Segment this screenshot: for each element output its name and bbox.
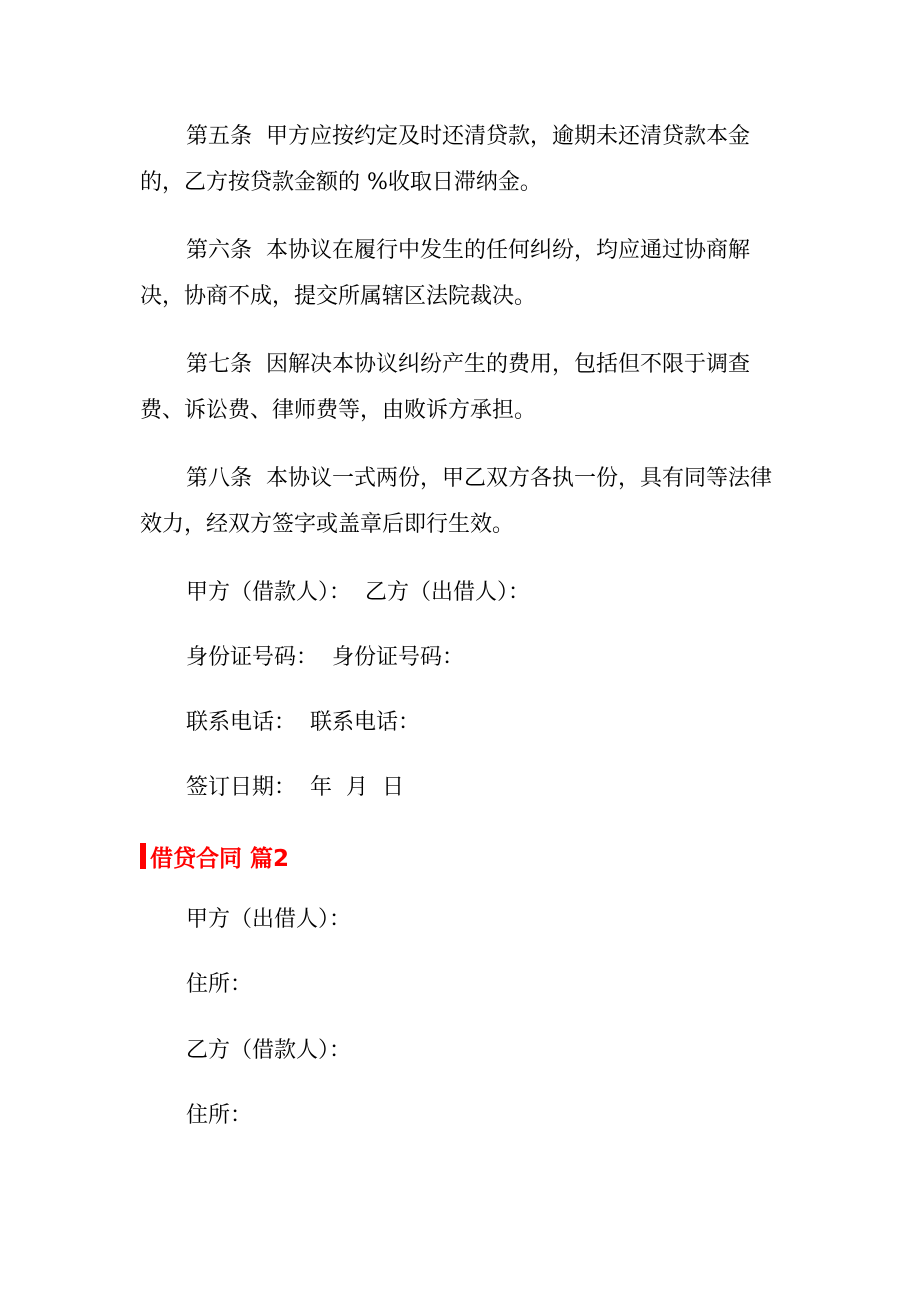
signature-date: [186, 773, 404, 803]
article-7-text: 因解决本协议纠纷产生的费用，包括但不限于调查费、诉讼费、律师费等，由败诉方承担。: [140, 352, 751, 423]
borrower-label: 乙方（借款人）：: [186, 1038, 352, 1063]
article-5: [140, 114, 780, 206]
party-a-label: 甲方（借款人）：: [186, 580, 352, 605]
borrower-address-label: 住所：: [186, 1103, 253, 1128]
signature-phones: [186, 708, 420, 738]
article-8-text: 本协议一式两份，甲乙双方各执一份，具有同等法律效力，经双方签字或盖章后即行生效。: [140, 466, 773, 537]
article-7: [140, 342, 780, 434]
article-5-text: 甲方应按约定及时还清贷款，逾期未还清贷款本金的，乙方按贷款金额的 %收取日滞纳金。: [140, 124, 751, 195]
signature-ids: [186, 643, 464, 673]
article-8-number: 第八条: [186, 466, 253, 491]
signature-parties: [186, 578, 530, 608]
article-8: [140, 456, 780, 548]
date-day: 日: [382, 775, 405, 800]
date-label: 签订日期：: [186, 775, 297, 800]
article-7-number: 第七条: [186, 352, 253, 377]
lender-address-label: 住所：: [186, 972, 253, 997]
lender-label: 甲方（出借人）：: [186, 907, 352, 932]
heading-marker: [140, 843, 146, 869]
article-6-text: 本协议在履行中发生的任何纠纷，均应通过协商解决，协商不成，提交所属辖区法院裁决。: [140, 238, 751, 309]
party-b-label: 乙方（出借人）：: [365, 580, 531, 605]
phone-b-label: 联系电话：: [310, 710, 421, 735]
date-year: 年: [310, 775, 333, 800]
article-6: [140, 228, 780, 320]
id-b-label: 身份证号码：: [332, 645, 465, 670]
section-heading: [140, 838, 289, 874]
phone-a-label: 联系电话：: [186, 710, 297, 735]
date-month: 月: [346, 775, 369, 800]
section-heading-text: 借贷合同 篇2: [150, 845, 290, 872]
article-5-number: 第五条: [186, 124, 253, 149]
id-a-label: 身份证号码：: [186, 645, 319, 670]
article-6-number: 第六条: [186, 238, 253, 263]
